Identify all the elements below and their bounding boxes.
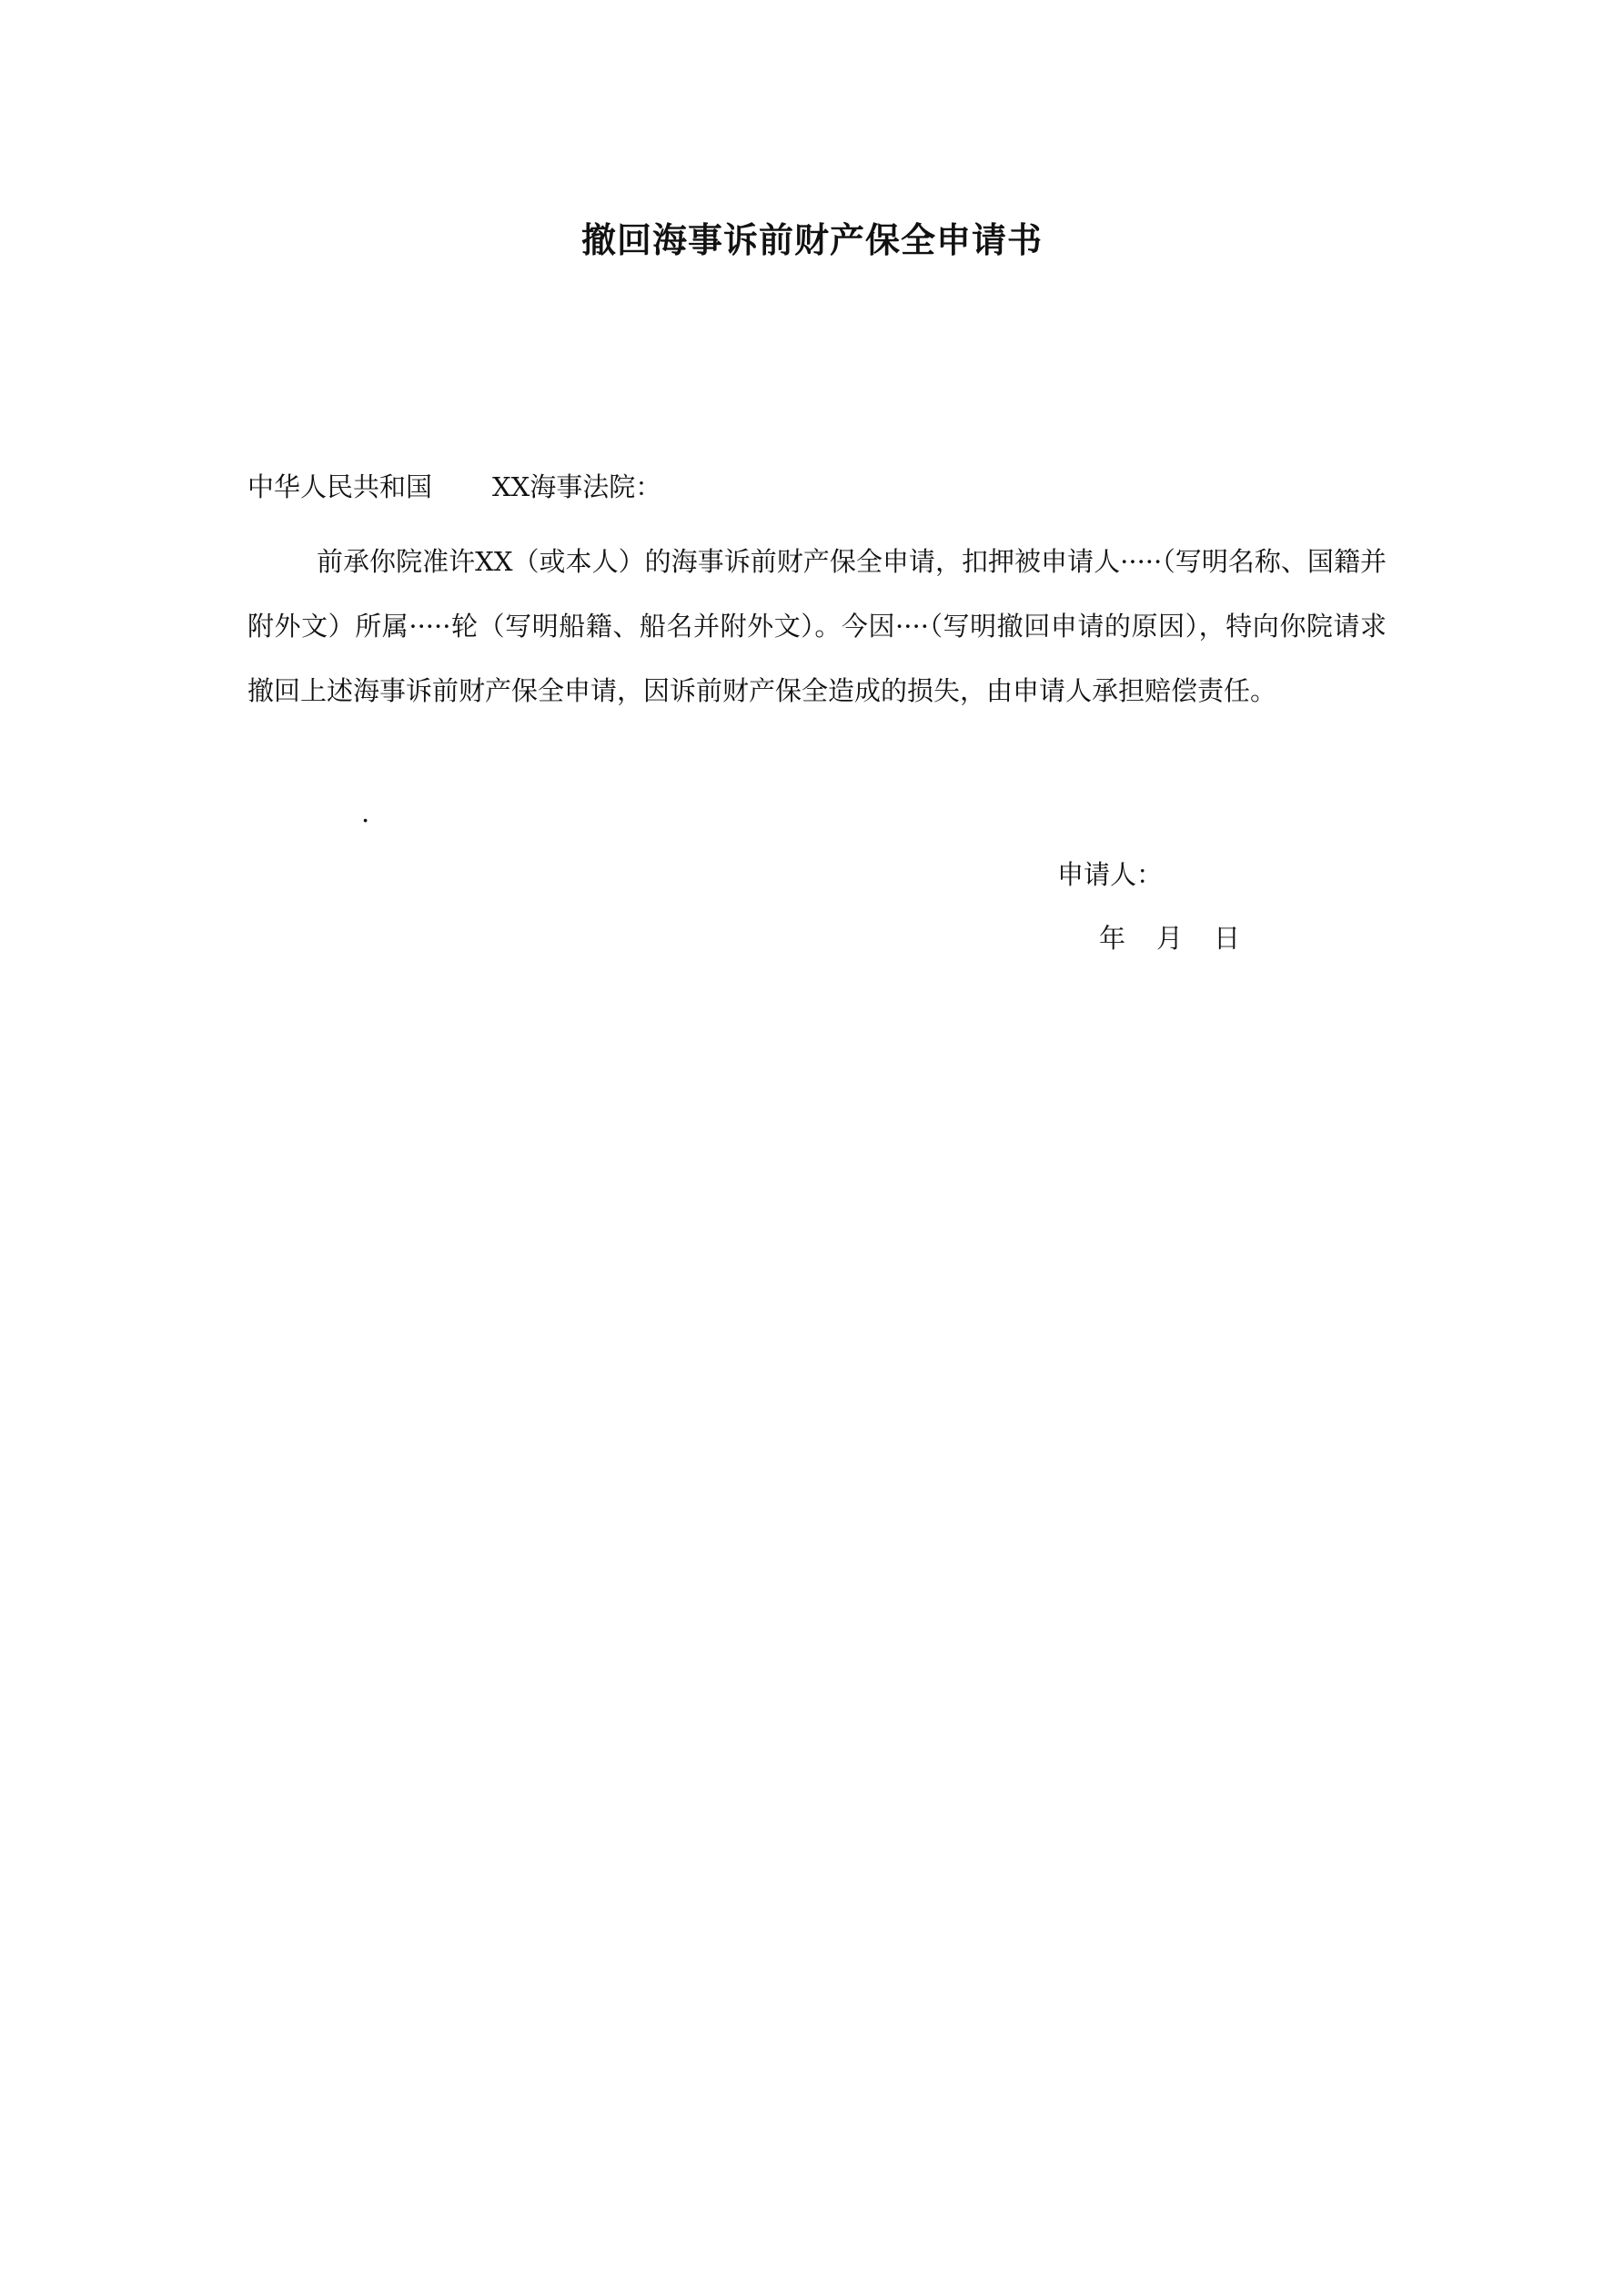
body-paragraph: 前承你院准许XX（或本人）的海事诉前财产保全申请，扣押被申请人·····（写明名称、国籍并附外文）所属·····轮（写明船籍、船名并附外文）。今因····（写明撤回申请的原因），特向你院请求撤回上述海事诉前财产保全申请，因诉前财产保全造成的损失，由申请人承担赔偿责任。 xyxy=(247,546,1387,706)
addressee-court: XX海事法院： xyxy=(492,471,662,502)
stray-mark: . xyxy=(361,797,370,828)
addressee-country: 中华人民共和国 xyxy=(247,471,433,502)
document-title: 撤回海事诉前财产保全申请书 xyxy=(580,220,1043,260)
addressee-line xyxy=(247,466,661,508)
applicant-label: 申请人： xyxy=(1057,859,1164,890)
year-label: 年 xyxy=(1099,923,1126,954)
month-label: 月 xyxy=(1156,923,1184,954)
date-line xyxy=(1099,917,1240,959)
day-label: 日 xyxy=(1214,923,1241,954)
